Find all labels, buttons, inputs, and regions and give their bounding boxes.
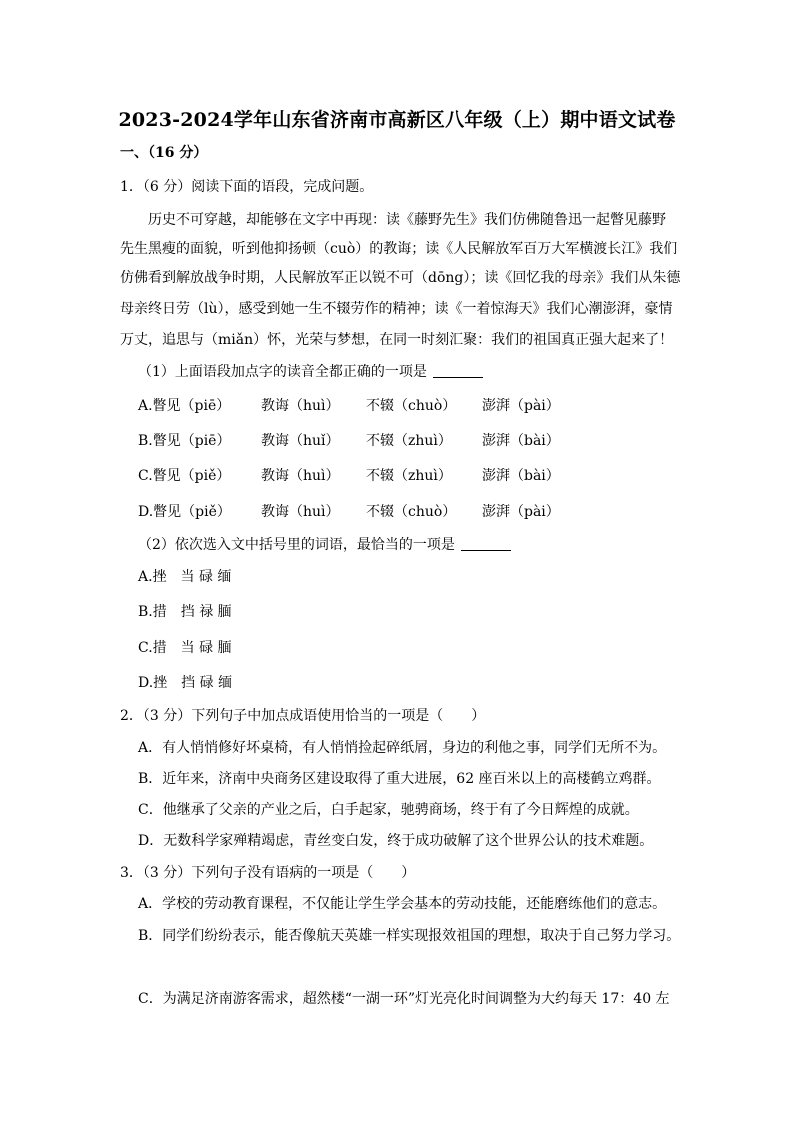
option-word: 澎湃（pài） [482,398,560,414]
answer-blank[interactable] [461,536,511,551]
q2-option-d[interactable]: D．无数科学家殚精竭虑，青丝变白发，终于成功破解了这个世界公认的技术难题。 [138,833,654,849]
option-word: 教诲（huì） [261,398,340,414]
option-word: C.瞥见（piě） [138,468,231,484]
sub-question-2-text: （2）依次选入文中括号里的词语，最恰当的一项是 [138,537,455,553]
option-word: 澎湃（bài） [482,433,560,449]
option-word: 教诲（huì） [261,468,340,484]
option-word: 教诲（huǐ） [261,433,340,449]
sub2-option-d[interactable]: D.挫 挡 碌 缅 [138,675,233,691]
question-1-stem: 1．（6 分）阅读下面的语段，完成问题。 [120,179,374,195]
option-word: 澎湃（pài） [482,504,560,520]
sub2-option-c[interactable]: C.措 当 碌 腼 [138,640,232,656]
q3-option-b[interactable]: B．同学们纷纷表示，能否像航天英雄一样实现报效祖国的理想，取决于自己努力学习。 [138,928,681,944]
sub-question-2 [138,535,511,555]
question-2-stem: 2．（3 分）下列句子中加点成语使用恰当的一项是（ ） [120,708,486,724]
option-word: 教诲（huì） [261,504,340,520]
sub2-option-b[interactable]: B.措 挡 禄 腼 [138,604,232,620]
passage-line: 先生黑瘦的面貌，听到他抑扬顿（cuò）的教诲；读《人民解放军百万大军横渡长江》我们 [120,241,678,257]
sub-question-1-text: （1）上面语段加点字的读音全都正确的一项是 [138,364,427,380]
sub-question-1 [138,362,483,382]
option-word: D.瞥见（piě） [138,504,231,520]
option-word: B.瞥见（piē） [138,433,231,449]
answer-blank[interactable] [433,363,483,378]
q3-option-a[interactable]: A．学校的劳动教育课程，不仅能让学生学会基本的劳动技能，还能磨练他们的意志。 [138,896,667,912]
option-word: A.瞥见（piē） [138,398,231,414]
question-3-stem: 3．（3 分）下列句子没有语病的一项是（ ） [120,865,416,881]
option-word: 澎湃（bài） [482,468,560,484]
passage-line: 万丈，追思与（miǎn）怀，光荣与梦想，在同一时刻汇聚：我们的祖国真正强大起来了！ [120,332,674,348]
q3-option-c[interactable]: C．为满足济南游客需求，超然楼“一湖一环”灯光亮化时间调整为大约每天 17：40 左 [138,991,670,1007]
passage-line: 母亲终日劳（lù），感受到她一生不辍劳作的精神；读《一着惊海天》我们心潮澎湃，豪情 [120,301,673,317]
option-word: 不辍（chuò） [366,504,457,520]
q2-option-c[interactable]: C．他继承了父亲的产业之后，白手起家，驰骋商场，终于有了今日辉煌的成就。 [138,802,639,818]
page-title: 2023-2024学年山东省济南市高新区八年级（上）期中语文试卷 [118,109,676,131]
q2-option-b[interactable]: B．近年来，济南中央商务区建设取得了重大进展，62 座百米以上的高楼鹤立鸡群。 [138,771,661,787]
passage-line: 仿佛看到解放战争时期，人民解放军正以锐不可（dōng）；读《回忆我的母亲》我们从朱德 [120,270,681,286]
option-word: 不辍（zhuì） [366,468,452,484]
passage-line: 历史不可穿越，却能够在文字中再现：读《藤野先生》我们仿佛随鲁迅一起瞥见藤野 [148,212,666,228]
section-heading: 一、（16 分） [120,145,208,161]
option-word: 不辍（zhuì） [366,433,452,449]
option-word: 不辍（chuò） [366,398,457,414]
sub2-option-a[interactable]: A.挫 当 碌 缅 [138,569,232,585]
q2-option-a[interactable]: A．有人悄悄修好坏桌椅，有人悄悄捡起碎纸屑，身边的利他之事，同学们无所不为。 [138,740,667,756]
